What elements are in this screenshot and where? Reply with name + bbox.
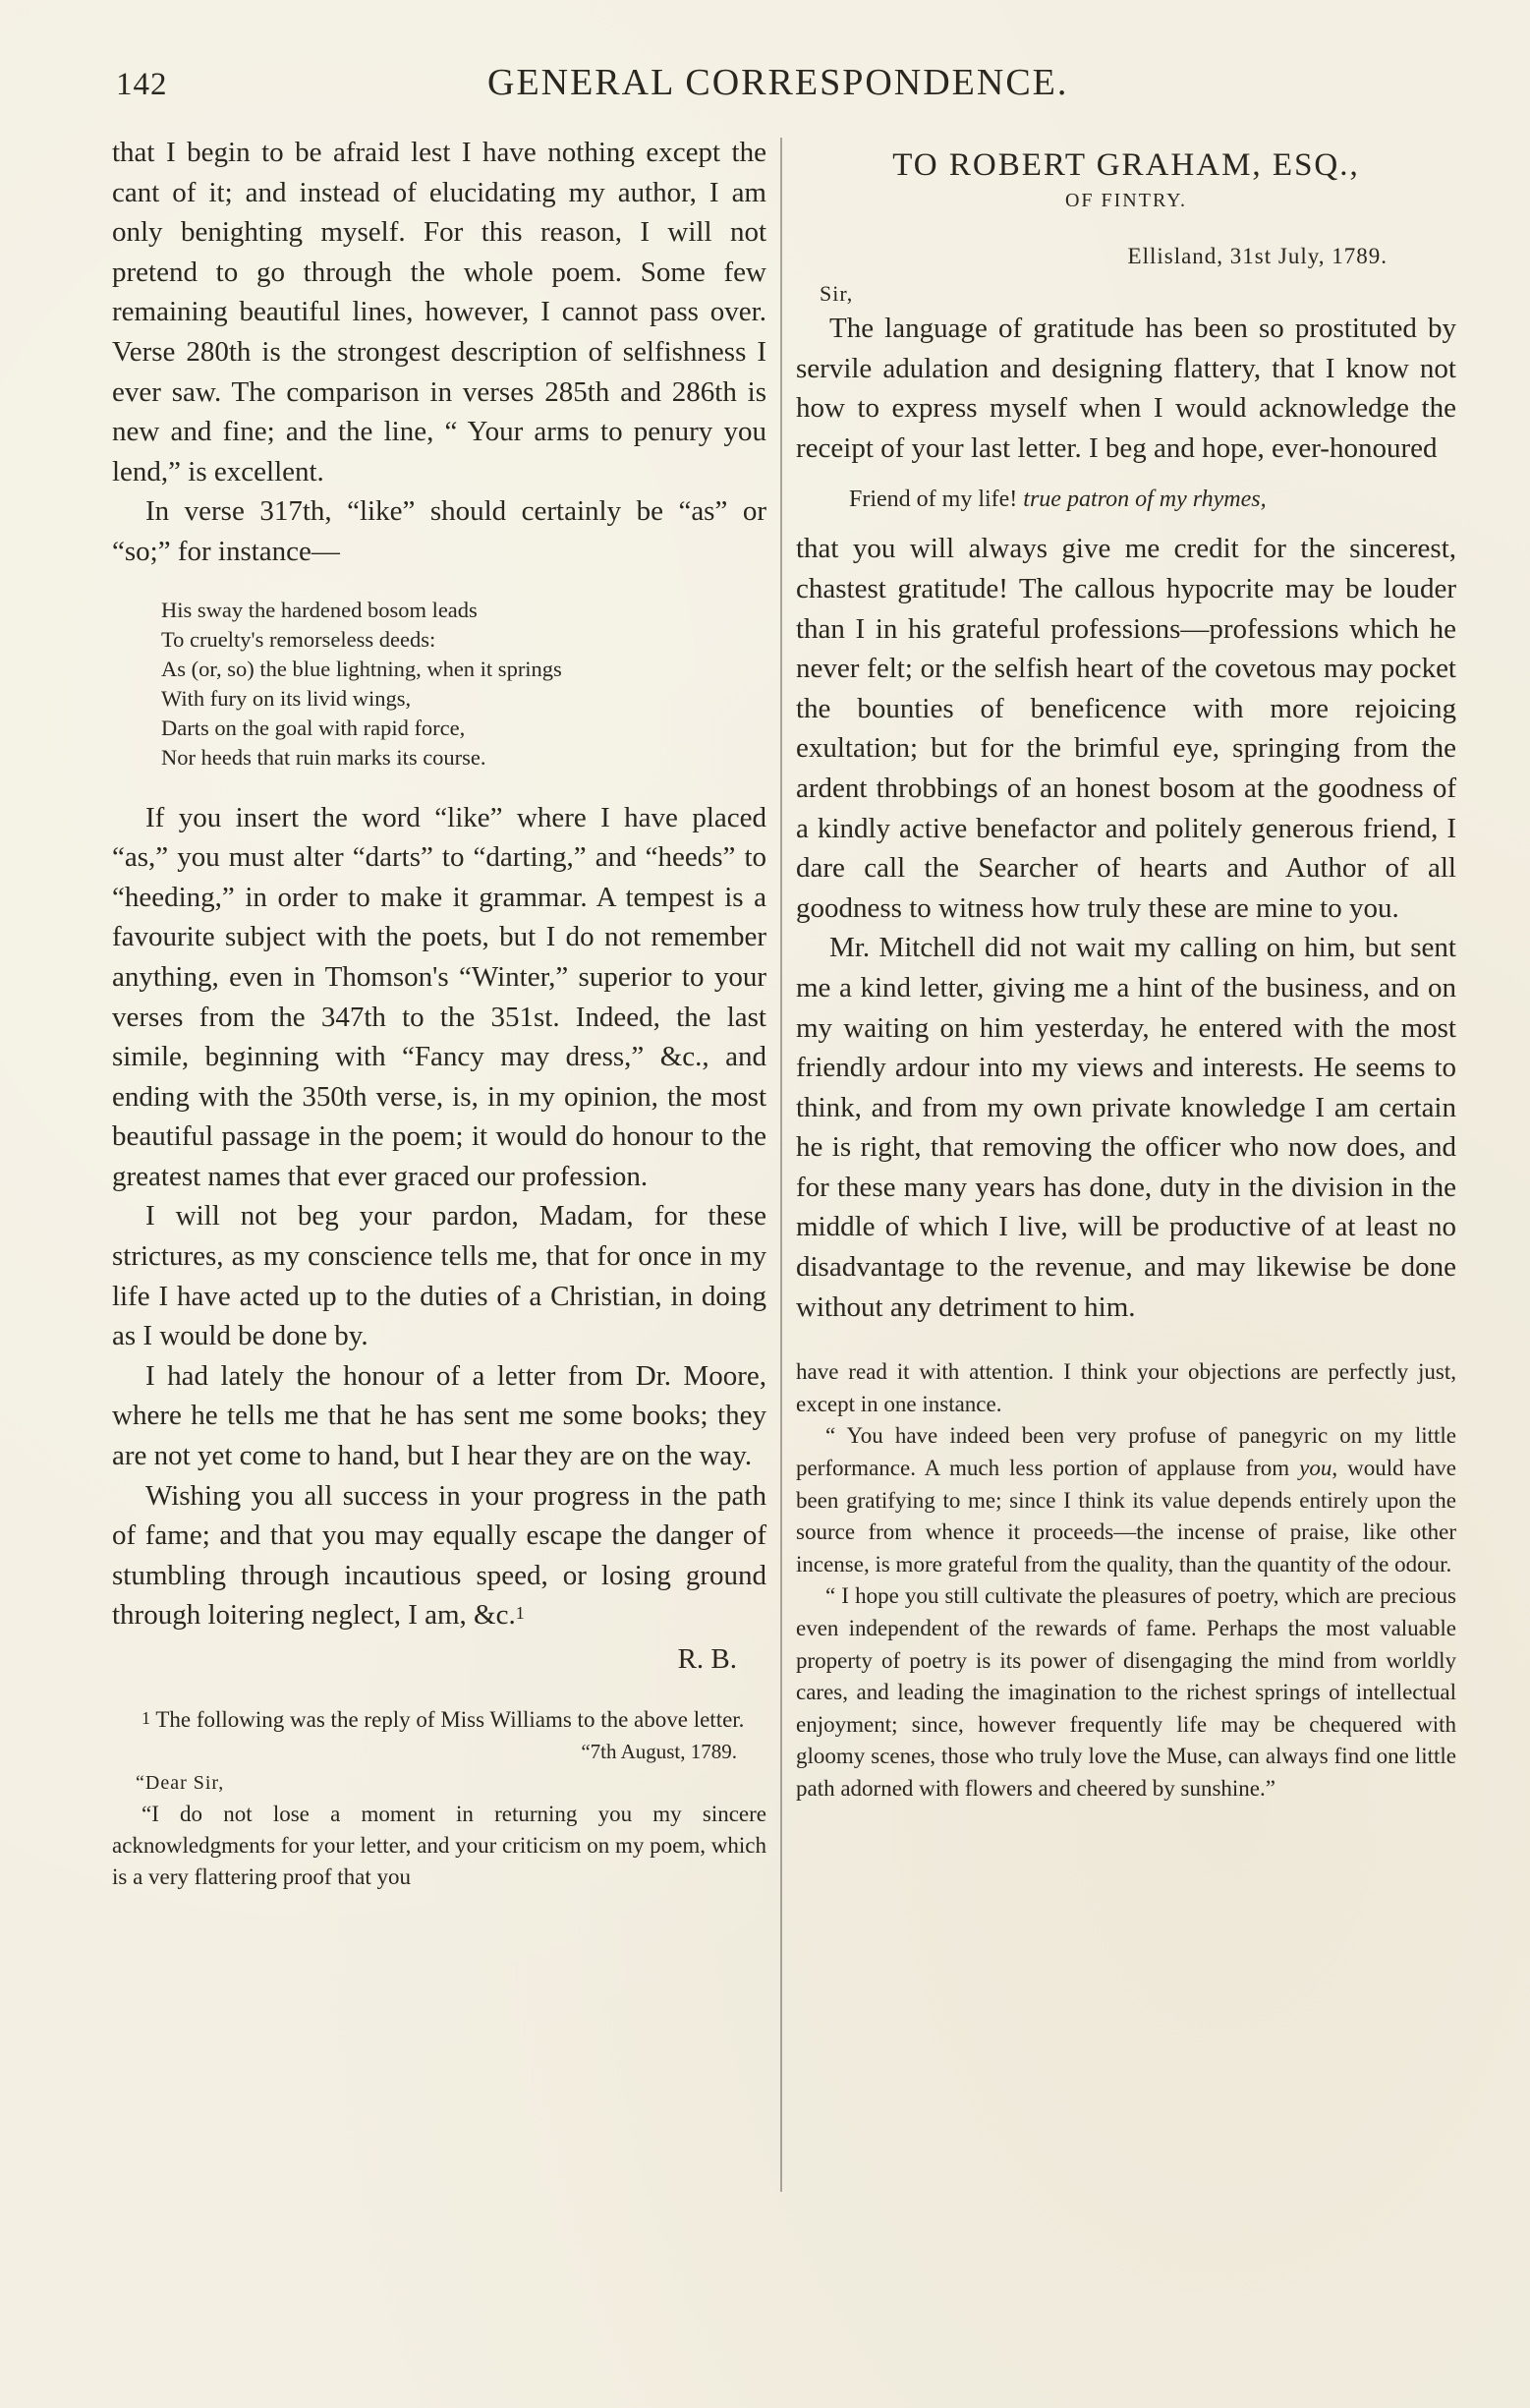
verse-line: Darts on the goal with rapid force, xyxy=(161,715,466,740)
paragraph: that I begin to be afraid lest I have nothing except the cant of it; and instead of elucidating my author, I am only benighting myself. For this reason, I will not pretend to go through the whole poem. Some few remaining beautiful lines, however, I cannot pass over. Verse 280th is the strongest description of selfishness I ever saw. The comparison in verses 285th and 286th is new and fine; and the line, “ Your arms to penury you lend,” is excellent. xyxy=(112,137,766,487)
footnote-salutation: “Dear Sir, xyxy=(136,1772,225,1794)
signature: R. B. xyxy=(677,1643,737,1675)
running-title: GENERAL CORRESPONDENCE. xyxy=(487,62,1069,103)
letter-heading: TO ROBERT GRAHAM, ESQ., xyxy=(892,147,1360,183)
footnote-text: The following was the reply of Miss Williams to the above letter. xyxy=(155,1707,745,1732)
footnote-marker: 1 xyxy=(142,1708,150,1728)
page-number: 142 xyxy=(116,67,168,102)
paragraph: that you will always give me credit for the sincerest, chastest gratitude! The callous hypocrite may be louder than I in his grateful professions—professions which he never felt; or the selfish heart of the covetous may pocket the bounties of beneficence with more rejoicing exultation; but for the brimful eye, springing from the ardent throbbings of an honest bosom at the goodness of a kindly active benefactor and politely generous friend, I dare call the Searcher of hearts and Author of all goodness to witness how truly these are mine to you. xyxy=(796,533,1456,924)
footnote-reference: 1 xyxy=(515,1603,525,1624)
right-column xyxy=(796,147,1456,1806)
quoted-verse-italic: true patron of my rhymes, xyxy=(1023,487,1267,513)
verse-line: Nor heeds that ruin marks its course. xyxy=(161,744,486,770)
letter-subheading: OF FINTRY. xyxy=(1064,190,1188,211)
quoted-verse xyxy=(849,484,1456,515)
footnote xyxy=(112,1704,766,1893)
quoted-verse-plain: Friend of my life! xyxy=(849,487,1018,513)
page-header xyxy=(116,61,1393,120)
reply-paragraph: have read it with attention. I think your objections are perfectly just, except in one instance. xyxy=(796,1359,1456,1416)
letter-salutation: Sir, xyxy=(820,281,854,306)
paragraph: If you insert the word “like” where I have placed “as,” you must alter “darts” to “darting,” and “heeds” to “heeding,” in order to make it grammar. A tempest is a favourite subject with the poets, but I do not remember anything, even in Thomson's “Winter,” superior to your verses from the 347th to the 351st. Indeed, the last simile, beginning with “Fancy may dress,” &c., and ending with the 350th verse, is, in my opinion, the most beautiful passage in the poem; it would do honour to the greatest names that ever graced our profession. xyxy=(112,801,766,1192)
paragraph: I had lately the honour of a letter from Dr. Moore, where he tells me that he has sent me some books; they are not yet come to hand, but I hear they are on the way. xyxy=(112,1359,766,1472)
paragraph: In verse 317th, “like” should certainly be “as” or “so;” for instance— xyxy=(112,495,766,567)
reply-paragraph: “ I hope you still cultivate the pleasures of poetry, which are precious even independent of the rewards of fame. Perhaps the most valuable property of poetry is its power of disengaging the mind from worldly cares, and leading the imagination to the richest springs of intellectual enjoyment; since, however frequently life may be chequered with gloomy scenes, those who truly love the Muse, can always find one little path adorned with flowers and cheered by sunshine.” xyxy=(796,1583,1456,1801)
paragraph: Mr. Mitchell did not wait my calling on him, but sent me a kind letter, giving me a hint of the business, and on my waiting on him yesterday, he entered with the most friendly ardour into my views and interests. He seems to think, and from my own private knowledge I am certain he is right, that removing the officer who now does, and for these many years has done, duty in the division in the middle of which I live, will be productive of at least no disadvantage to the revenue, and may likewise be done without any detriment to him. xyxy=(796,932,1456,1323)
paragraph: I will not beg your pardon, Madam, for these strictures, as my conscience tells me, that for once in my life I have acted up to the duties of a Christian, in doing as I would be done by. xyxy=(112,1200,766,1352)
reply-text: , would have been gratifying to me; since I think its value depends entirely upon the source from whence it proceeds—the incense of praise, like other incense, is more grateful from the quality, than the quantity of the odour. xyxy=(796,1456,1456,1577)
footnote-intro xyxy=(112,1704,766,1736)
footnote-letter-body: “I do not lose a moment in returning you my sincere acknowledgments for your letter, and your criticism on my poem, which is a very flattering proof that you xyxy=(112,1802,766,1889)
verse-line: To cruelty's remorseless deeds: xyxy=(161,626,436,652)
column-divider xyxy=(780,138,782,2192)
reply-text: “ You have indeed been very profuse of panegyric on my little performance. A much less portion of applause from xyxy=(796,1423,1456,1481)
paragraph-text: Wishing you all success in your progress in the path of fame; and that you may equally escape the danger of stumbling through incautious speed, or losing ground through loitering neglect, I am, &c. xyxy=(112,1479,766,1632)
footnote-date: “7th August, 1789. xyxy=(581,1740,737,1763)
letter-dateline: Ellisland, 31st July, 1789. xyxy=(1127,244,1388,268)
footnote-continuation xyxy=(796,1356,1456,1805)
paragraph xyxy=(112,1476,766,1635)
verse-line: With fury on its livid wings, xyxy=(161,685,412,711)
verse-line: His sway the hardened bosom leads xyxy=(161,597,478,622)
left-column xyxy=(112,133,766,1893)
verse-quotation xyxy=(161,596,766,773)
paragraph: The language of gratitude has been so prostituted by servile adulation and designing flattery, that I know not how to express myself when I would acknowledge the receipt of your last letter. I beg and hope, ever-honoured xyxy=(796,313,1456,464)
reply-emphasis: you xyxy=(1299,1456,1332,1481)
verse-line: As (or, so) the blue lightning, when it springs xyxy=(161,656,562,681)
reply-paragraph xyxy=(796,1420,1456,1580)
